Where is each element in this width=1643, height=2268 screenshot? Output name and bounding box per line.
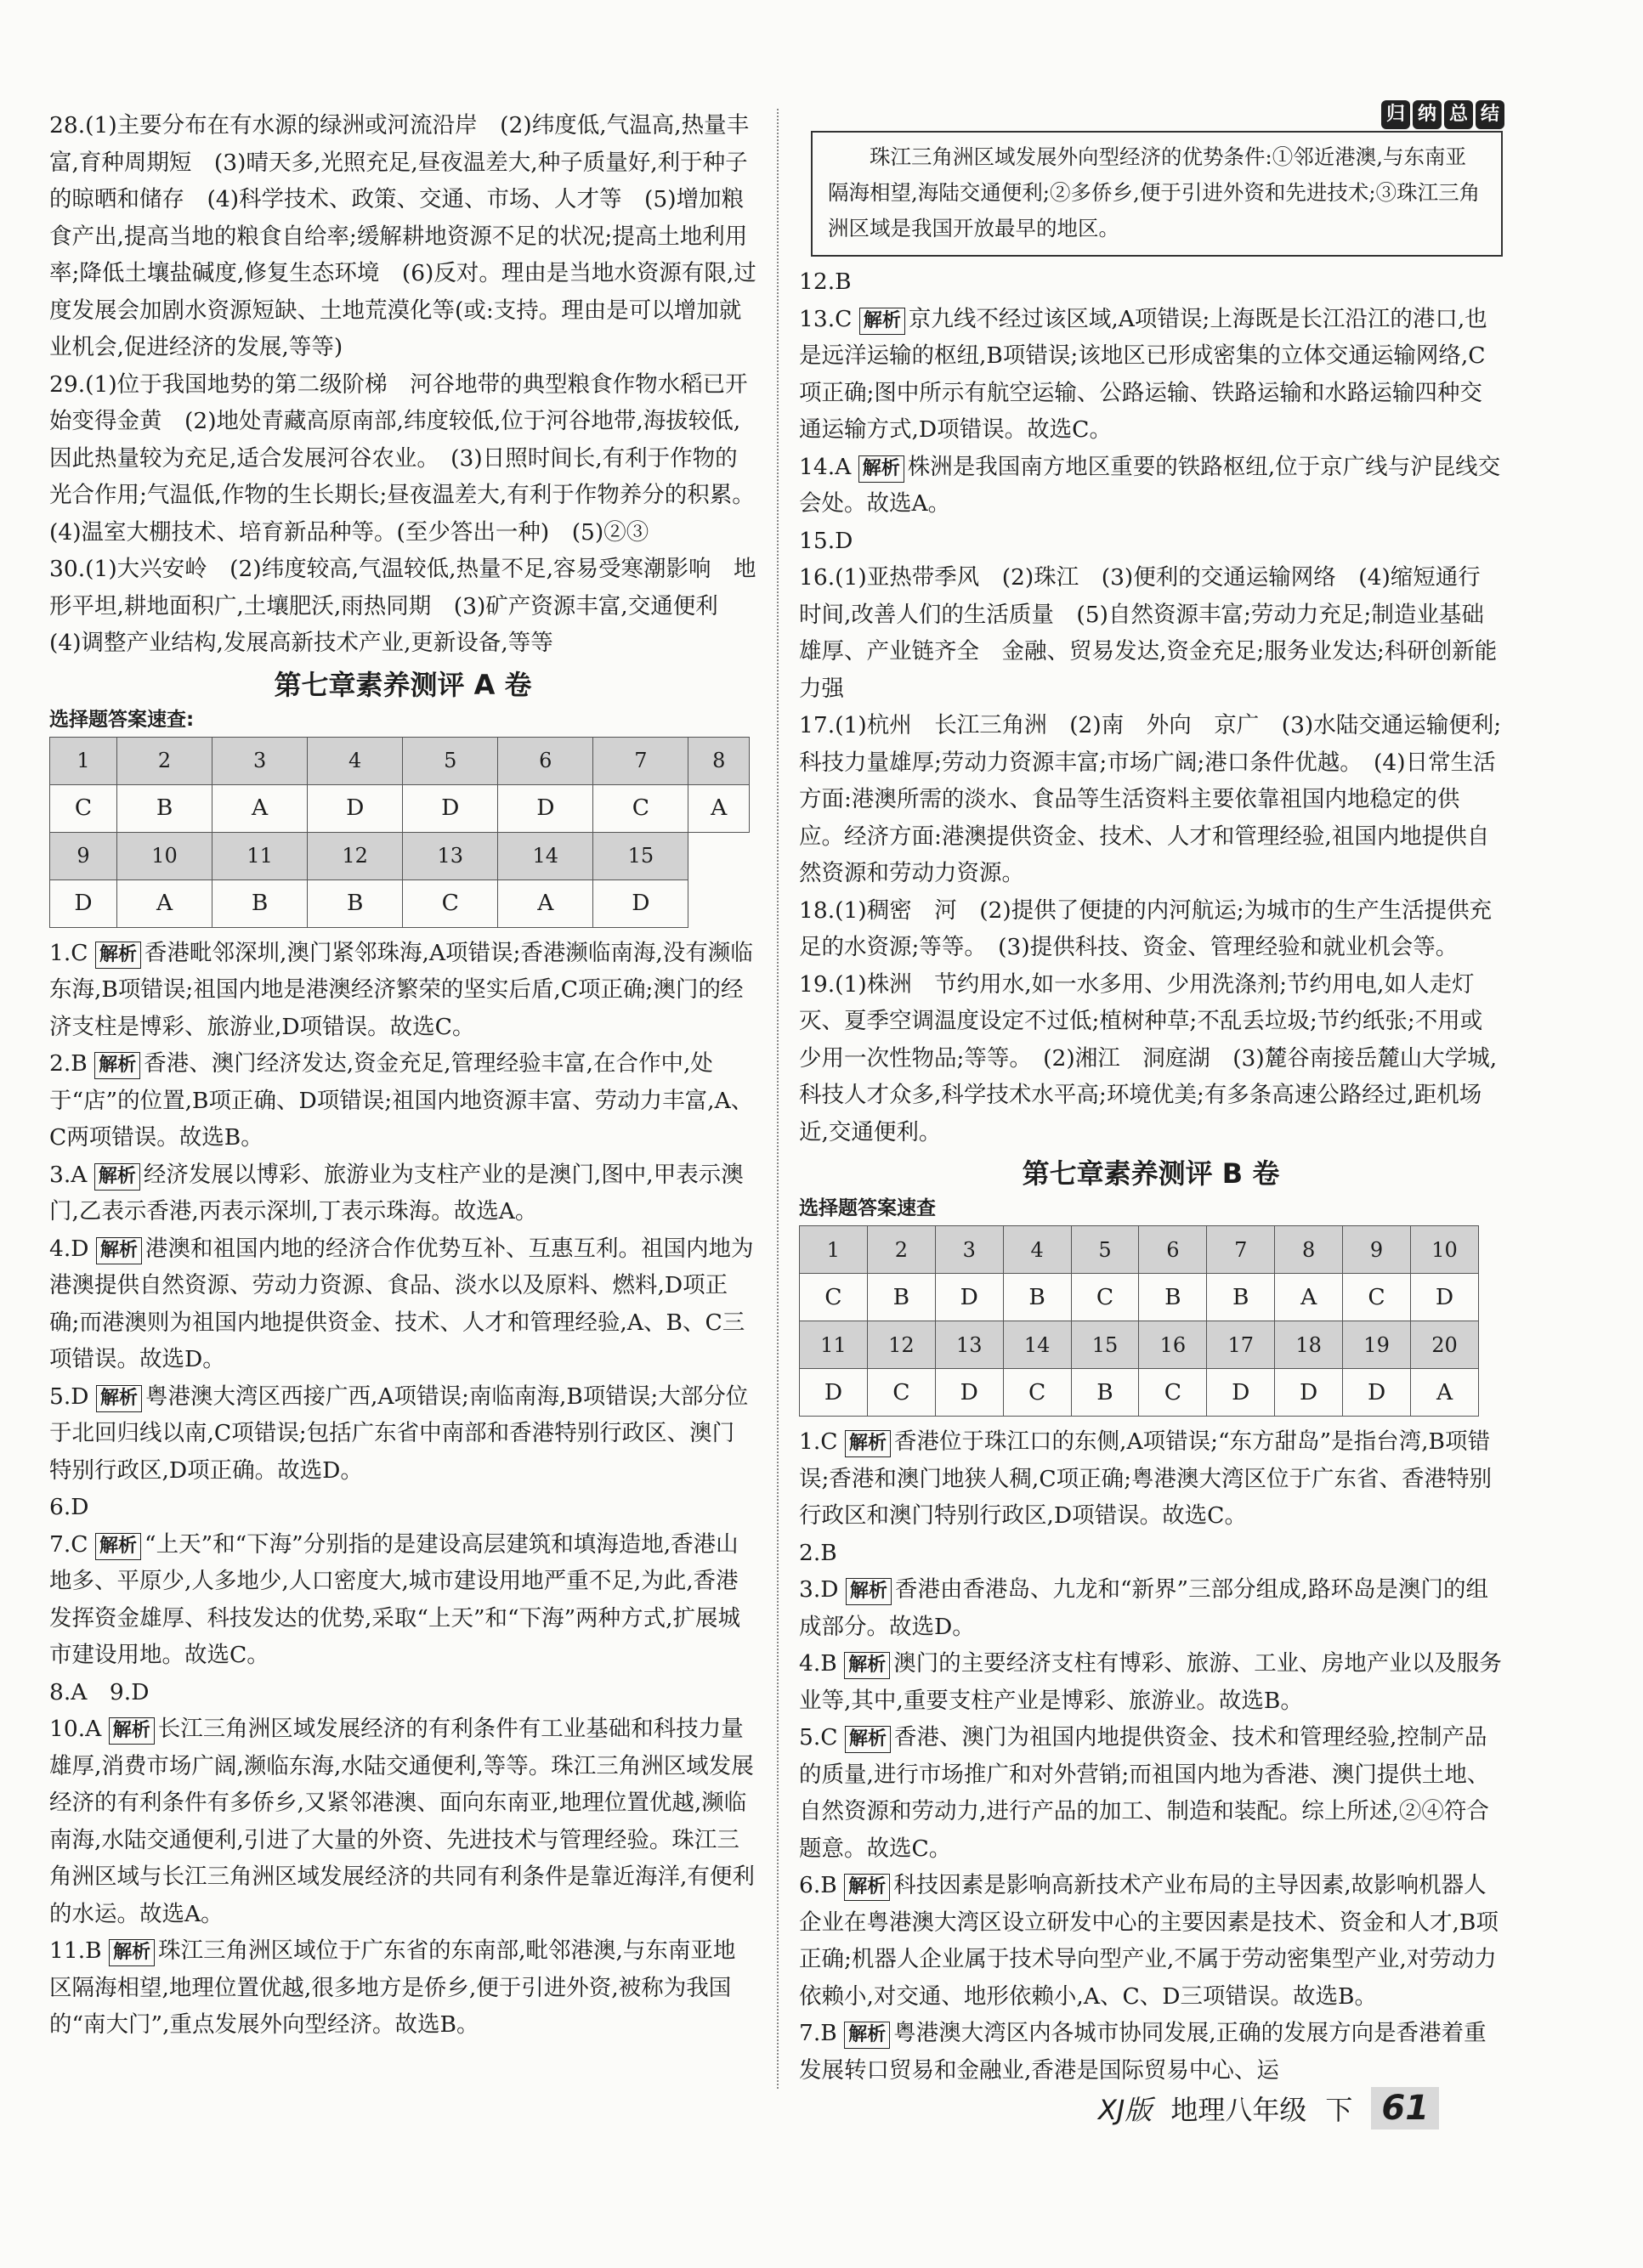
answers-a <box>49 935 756 2044</box>
answer-text: 长江三角洲区域发展经济的有利条件有工业基础和科技力量雄厚,消费市场广阔,濒临东海,水陆交通便利,等等。珠江三角洲区域发展经济的有利条件有多侨乡,又紧邻港澳、面向东南亚,地理位置优越,濒临南海,水陆交通便利,引进了大量的外资、先进技术与管理经验。珠江三角洲区域与长江三角洲区域发展经济的共同有利条件是靠近海洋,有便利的水运。故选A。 <box>49 1716 755 1927</box>
answer-number: 12.B <box>799 269 852 295</box>
answer-item <box>799 1867 1503 2015</box>
answer-cell: B <box>308 879 403 927</box>
answer-cell: B <box>1071 1369 1139 1417</box>
answer-text: 粤港澳大湾区西接广西,A项错误;南临南海,B项错误;大部分位于北回归线以南,C项错误;包括广东省中南部和香港特别行政区、澳门特别行政区,D项正确。故选D。 <box>49 1383 749 1484</box>
analysis-tag: 解析 <box>95 942 141 969</box>
question-number-cell: 19 <box>1343 1321 1411 1369</box>
answer-text: 粤港澳大湾区内各城市协同发展,正确的发展方向是香港着重发展转口贸易和金融业,香港是国际贸易中心、运 <box>799 2020 1487 2084</box>
answer-cell: A <box>1411 1369 1479 1417</box>
answer-number: 4.B <box>799 1650 837 1677</box>
answer-number: 6.B <box>799 1872 837 1898</box>
answer-number: 19. <box>799 970 836 998</box>
summary-box <box>811 104 1503 257</box>
answers-a-continued <box>799 263 1503 1151</box>
footer-edition: XJ版 <box>1098 2094 1153 2126</box>
answer-cell: B <box>1207 1274 1275 1321</box>
answer-number: 7.C <box>49 1530 88 1558</box>
question-number-cell: 16 <box>1139 1321 1207 1369</box>
summary-label-char: 结 <box>1476 100 1504 129</box>
question-number-cell: 14 <box>498 832 593 879</box>
answer-item <box>799 1423 1503 1535</box>
answer-number: 2.B <box>799 1539 837 1566</box>
answer-item: 30.(1)大兴安岭 (2)纬度较高,气温较低,热量不足,容易受寒潮影响 地形平坦,耕地面积广,土壤肥沃,雨热同期 (3)矿产资源丰富,交通便利 (4)调整产业结构,发展高新技术产业,更新设备,等等 <box>49 556 756 656</box>
answer-number: 5.D <box>49 1383 89 1410</box>
answer-item <box>799 1571 1503 1645</box>
question-number-cell: 9 <box>1343 1226 1411 1274</box>
analysis-tag: 解析 <box>846 1578 892 1605</box>
answer-text: “上天”和“下海”分别指的是建设高层建筑和填海造地,香港山地多、平原少,人多地少,人口密度大,城市建设用地严重不足,为此,香港发挥资金雄厚、科技发达的优势,采取“上天”和“下海”两种方式,扩展城市建设用地。故选C。 <box>49 1530 741 1668</box>
answer-cell: C <box>1139 1369 1207 1417</box>
answer-number: 18. <box>799 896 836 924</box>
question-number-cell: 5 <box>403 737 498 784</box>
answer-item <box>799 892 1503 966</box>
answer-cell: D <box>800 1369 868 1417</box>
question-number-cell: 10 <box>117 832 212 879</box>
question-number-row <box>50 832 750 879</box>
question-number-cell: 20 <box>1411 1321 1479 1369</box>
question-number-cell: 17 <box>1207 1321 1275 1369</box>
answer-text: (1)株洲 节约用水,如一水多用、少用洗涤剂;节约用电,如人走灯灭、夏季空调温度设定不过低;植树种草;不乱丢垃圾;节约纸张;不用或少用一次性物品;等等。 (2)湘江 洞庭湖 (3)麓谷南接岳麓山大学城,科技人才众多,科学技术水平高;环境优美;有多条高速公路经过,距机场近,交通便利。 <box>799 970 1498 1145</box>
section-a-title: 第七章素养测评 A 卷 <box>274 668 532 701</box>
answer-cell: D <box>308 784 403 832</box>
question-number-row <box>800 1226 1479 1274</box>
answer-number: 4.D <box>49 1235 89 1262</box>
answer-item <box>49 935 756 1046</box>
analysis-tag: 解析 <box>96 1237 142 1264</box>
answer-number: 6.D <box>49 1494 89 1520</box>
answer-number: 1.C <box>49 939 88 966</box>
answer-cell: B <box>212 879 308 927</box>
empty-cell <box>688 832 750 879</box>
answer-cell: D <box>593 879 688 927</box>
section-b-title: 第七章素养测评 B 卷 <box>1022 1157 1280 1190</box>
answer-number: 3.A <box>49 1161 88 1188</box>
summary-label-char: 纳 <box>1413 100 1442 129</box>
answer-cell: D <box>498 784 593 832</box>
question-number-cell: 11 <box>800 1321 868 1369</box>
answer-row <box>800 1274 1479 1321</box>
question-number-cell: 7 <box>593 737 688 784</box>
answer-cell: D <box>1275 1369 1343 1417</box>
answer-row <box>50 879 750 927</box>
answer-item <box>799 523 1503 560</box>
question-number-cell: 1 <box>800 1226 868 1274</box>
answer-item <box>799 559 1503 707</box>
answer-item <box>799 2015 1503 2089</box>
answer-item: 29.(1)位于我国地势的第二级阶梯 河谷地带的典型粮食作物水稻已开始变得金黄 (2)地处青藏高原南部,纬度较低,位于河谷地带,海拔较低,因此热量较为充足,适合发展河谷农业。 (3)日照时间长,有利于作物的光合作用;气温低,作物的生长期长;昼夜温差大,有利于作物养分的积累。 (4)温室大棚技术、培育新品种等。(至少答出一种) (5)②③ <box>49 370 766 546</box>
answer-number: 3.D <box>799 1576 839 1603</box>
analysis-tag: 解析 <box>859 308 905 335</box>
analysis-tag: 解析 <box>844 1874 890 1901</box>
right-column <box>799 104 1503 2089</box>
answers-b <box>799 1423 1503 2089</box>
question-number-cell: 4 <box>1003 1226 1071 1274</box>
question-number-cell: 12 <box>867 1321 935 1369</box>
answer-text: 经济发展以博彩、旅游业为支柱产业的是澳门,图中,甲表示澳门,乙表示香港,丙表示深圳,丁表示珠海。故选A。 <box>49 1161 744 1224</box>
answer-cell: D <box>1411 1274 1479 1321</box>
analysis-tag: 解析 <box>858 455 904 483</box>
answer-text: 株洲是我国南方地区重要的铁路枢纽,位于京广线与沪昆线交会处。故选A。 <box>799 453 1501 517</box>
question-number-cell: 15 <box>1071 1321 1139 1369</box>
answer-cell: D <box>935 1369 1003 1417</box>
answer-item <box>799 1535 1503 1572</box>
quick-check-label-b: 选择题答案速查 <box>799 1197 936 1219</box>
answer-cell: C <box>800 1274 868 1321</box>
answer-row <box>800 1369 1479 1417</box>
answer-cell: D <box>50 879 117 927</box>
answer-text: 香港毗邻深圳,澳门紧邻珠海,A项错误;香港濒临南海,没有濒临东海,B项错误;祖国内地是港澳经济繁荣的坚实后盾,C项正确;澳门的经济支柱是博彩、旅游业,D项错误。故选C。 <box>49 939 753 1040</box>
answer-item <box>49 1711 756 1932</box>
question-number-cell: 6 <box>498 737 593 784</box>
answer-item <box>799 966 1503 1151</box>
question-number-cell: 3 <box>935 1226 1003 1274</box>
answer-cell: A <box>1275 1274 1343 1321</box>
answer-text: (1)稠密 河 (2)提供了便捷的内河航运;为城市的生产生活提供充足的水资源;等等。 (3)提供科技、资金、管理经验和就业机会等。 <box>799 896 1493 960</box>
answer-text: 香港由香港岛、九龙和“新界”三部分组成,路环岛是澳门的组成部分。故选D。 <box>799 1576 1489 1640</box>
question-number-cell: 9 <box>50 832 117 879</box>
answer-cell: A <box>498 879 593 927</box>
answer-number: 17. <box>799 712 836 738</box>
answer-item <box>799 1719 1503 1867</box>
page-number: 61 <box>1371 2087 1439 2129</box>
answer-cell: C <box>1071 1274 1139 1321</box>
question-number-cell: 8 <box>688 737 750 784</box>
analysis-tag: 解析 <box>94 1052 140 1079</box>
answer-text: 澳门的主要经济支柱有博彩、旅游、工业、房地产业以及服务业等,其中,重要支柱产业是博彩、旅游业。故选B。 <box>799 1650 1502 1714</box>
question-number-cell: 12 <box>308 832 403 879</box>
answer-cell: C <box>867 1369 935 1417</box>
answer-item <box>49 1489 756 1526</box>
answer-number: 16. <box>799 564 836 591</box>
answer-number: 13.C <box>799 305 853 332</box>
answer-item <box>49 1157 756 1230</box>
answer-table-a <box>49 737 750 928</box>
answer-text: (1)亚热带季风 (2)珠江 (3)便利的交通运输网络 (4)缩短通行时间,改善人们的生活质量 (5)自然资源丰富;劳动力充足;制造业基础雄厚、产业链齐全 金融、贸易发达,资金充足;服务业发达;科研创新能力强 <box>799 564 1498 702</box>
answer-item <box>799 263 1503 301</box>
question-number-cell: 13 <box>935 1321 1003 1369</box>
quick-check-label-a: 选择题答案速查: <box>49 708 195 731</box>
answer-number: 15.D <box>799 527 853 554</box>
summary-label-char: 总 <box>1444 100 1473 129</box>
question-number-cell: 10 <box>1411 1226 1479 1274</box>
answer-number: 2.B <box>49 1050 88 1077</box>
question-number-cell: 3 <box>212 737 308 784</box>
answer-text: 港澳和祖国内地的经济合作优势互补、互惠互利。祖国内地为港澳提供自然资源、劳动力资源、食品、淡水以及原料、燃料,D项正确;而港澳则为祖国内地提供资金、技术、人才和管理经验,A、B、C三项错误。故选D。 <box>49 1235 754 1372</box>
answer-number: 7.B <box>799 2020 837 2046</box>
question-number-cell: 7 <box>1207 1226 1275 1274</box>
answer-text: 珠江三角洲区域位于广东省的东南部,毗邻港澳,与东南亚地区隔海相望,地理位置优越,很多地方是侨乡,便于引进外资,被称为我国的“南大门”,重点发展外向型经济。故选B。 <box>49 1937 736 2038</box>
column-divider <box>777 109 779 2089</box>
left-column <box>49 107 766 2044</box>
question-number-cell: 8 <box>1275 1226 1343 1274</box>
answer-cell: C <box>1003 1369 1071 1417</box>
analysis-tag: 解析 <box>95 1533 141 1560</box>
question-number-cell: 6 <box>1139 1226 1207 1274</box>
answer-text: 香港、澳门经济发达,资金充足,管理经验丰富,在合作中,处于“店”的位置,B项正确、D项错误;祖国内地资源丰富、劳动力丰富,A、C两项错误。故选B。 <box>49 1050 754 1151</box>
answer-item <box>799 707 1503 892</box>
answer-cell: D <box>1343 1369 1411 1417</box>
analysis-tag: 解析 <box>109 1939 155 1966</box>
answer-text: 科技因素是影响高新技术产业布局的主导因素,故影响机器人企业在粤港澳大湾区设立研发中心的主要因素是技术、资金和人才,B项正确;机器人企业属于技术导向型产业,不属于劳动密集型产业,对劳动力依赖小,对交通、地形依赖小,A、C、D三项错误。故选B。 <box>799 1872 1499 2010</box>
left-top-answers <box>49 107 766 662</box>
answer-text: 香港位于珠江口的东侧,A项错误;“东方甜岛”是指台湾,B项错误;香港和澳门地狭人稠,C项正确;粤港澳大湾区位于广东省、香港特别行政区和澳门特别行政区,D项错误。故选C。 <box>799 1428 1493 1529</box>
question-number-cell: 5 <box>1071 1226 1139 1274</box>
answer-cell: A <box>212 784 308 832</box>
answer-text: 京九线不经过该区域,A项错误;上海既是长江沿江的港口,也是远洋运输的枢纽,B项错误;该地区已形成密集的立体交通运输网络,C项正确;图中所示有航空运输、公路运输、铁路运输和水路运输四种交通运输方式,D项错误。故选C。 <box>799 305 1487 443</box>
answer-text: 香港、澳门为祖国内地提供资金、技术和管理经验,控制产品的质量,进行市场推广和对外营销;而祖国内地为香港、澳门提供土地、自然资源和劳动力,进行产品的加工、制造和装配。综上所述,②④符合题意。故选C。 <box>799 1724 1490 1862</box>
answer-row <box>50 784 750 832</box>
answer-number: 8.A 9.D <box>49 1678 150 1705</box>
analysis-tag: 解析 <box>96 1385 142 1412</box>
answer-item <box>49 1526 756 1674</box>
answer-cell: C <box>50 784 117 832</box>
question-number-cell: 2 <box>117 737 212 784</box>
analysis-tag: 解析 <box>845 1430 891 1457</box>
summary-label <box>1381 100 1504 129</box>
answer-cell: B <box>1139 1274 1207 1321</box>
answer-text: (1)杭州 长江三角洲 (2)南 外向 京广 (3)水陆交通运输便利;科技力量雄厚;劳动力资源丰富;市场广阔;港口条件优越。 (4)日常生活方面:港澳所需的淡水、食品等生活资料主要依靠祖国内地稳定的供应。经济方面:港澳提供资金、技术、人才和管理经验,祖国内地提供自然资源和劳动力资源。 <box>799 712 1502 886</box>
answer-number: 5.C <box>799 1724 838 1750</box>
page-footer <box>1098 2087 1439 2129</box>
analysis-tag: 解析 <box>845 1726 891 1753</box>
answer-cell: C <box>1343 1274 1411 1321</box>
question-number-cell: 13 <box>403 832 498 879</box>
answer-cell: A <box>688 784 750 832</box>
question-number-cell: 4 <box>308 737 403 784</box>
question-number-cell: 1 <box>50 737 117 784</box>
answer-cell: C <box>403 879 498 927</box>
summary-label-char: 归 <box>1381 100 1410 129</box>
answer-cell: B <box>117 784 212 832</box>
answer-item <box>49 1045 756 1157</box>
answer-number: 14.A <box>799 453 852 480</box>
question-number-cell: 15 <box>593 832 688 879</box>
footer-volume: 下 <box>1325 2094 1353 2126</box>
answer-item: 28.(1)主要分布在有水源的绿洲或河流沿岸 (2)纬度低,气温高,热量丰富,育种周期短 (3)晴天多,光照充足,昼夜温差大,种子质量好,利于种子的晾晒和储存 (4)科学技术、政策、交通、市场、人才等 (5)增加粮食产出,提高当地的粮食自给率;缓解耕地资源不足的状况;提高土地利用率;降低土壤盐碱度,修复生态环境 (6)反对。理由是当地水资源有限,过度发展会加剧水资源短缺、土地荒漠化等(或:支持。理由是可以增加就业机会,促进经济的发展,等等) <box>49 112 756 360</box>
answer-item <box>799 301 1503 449</box>
answer-item <box>799 449 1503 523</box>
answer-cell: C <box>593 784 688 832</box>
answer-number: 1.C <box>799 1428 838 1455</box>
answer-number: 10.A <box>49 1716 102 1742</box>
question-number-cell: 14 <box>1003 1321 1071 1369</box>
answer-cell: D <box>403 784 498 832</box>
analysis-tag: 解析 <box>94 1163 140 1191</box>
answer-item <box>49 1230 756 1378</box>
question-number-row <box>800 1321 1479 1369</box>
answer-cell: B <box>867 1274 935 1321</box>
answer-cell: D <box>935 1274 1003 1321</box>
answer-cell: A <box>117 879 212 927</box>
answer-number: 11.B <box>49 1937 102 1964</box>
analysis-tag: 解析 <box>844 2022 890 2049</box>
question-number-cell: 2 <box>867 1226 935 1274</box>
footer-subject: 地理八年级 <box>1170 2094 1307 2126</box>
question-number-row <box>50 737 750 784</box>
summary-text: 珠江三角洲区域发展外向型经济的优势条件:①邻近港澳,与东南亚隔海相望,海陆交通便利;②多侨乡,便于引进外资和先进技术;③珠江三角洲区域是我国开放最早的地区。 <box>828 144 1481 240</box>
answer-item <box>49 1674 756 1711</box>
empty-cell <box>688 879 750 927</box>
answer-item <box>49 1378 756 1490</box>
question-number-cell: 11 <box>212 832 308 879</box>
answer-item <box>799 1645 1503 1719</box>
question-number-cell: 18 <box>1275 1321 1343 1369</box>
answer-cell: D <box>1207 1369 1275 1417</box>
analysis-tag: 解析 <box>109 1717 155 1745</box>
answer-item <box>49 1932 756 2044</box>
answer-table-b <box>799 1225 1479 1417</box>
answer-cell: B <box>1003 1274 1071 1321</box>
analysis-tag: 解析 <box>844 1652 890 1679</box>
